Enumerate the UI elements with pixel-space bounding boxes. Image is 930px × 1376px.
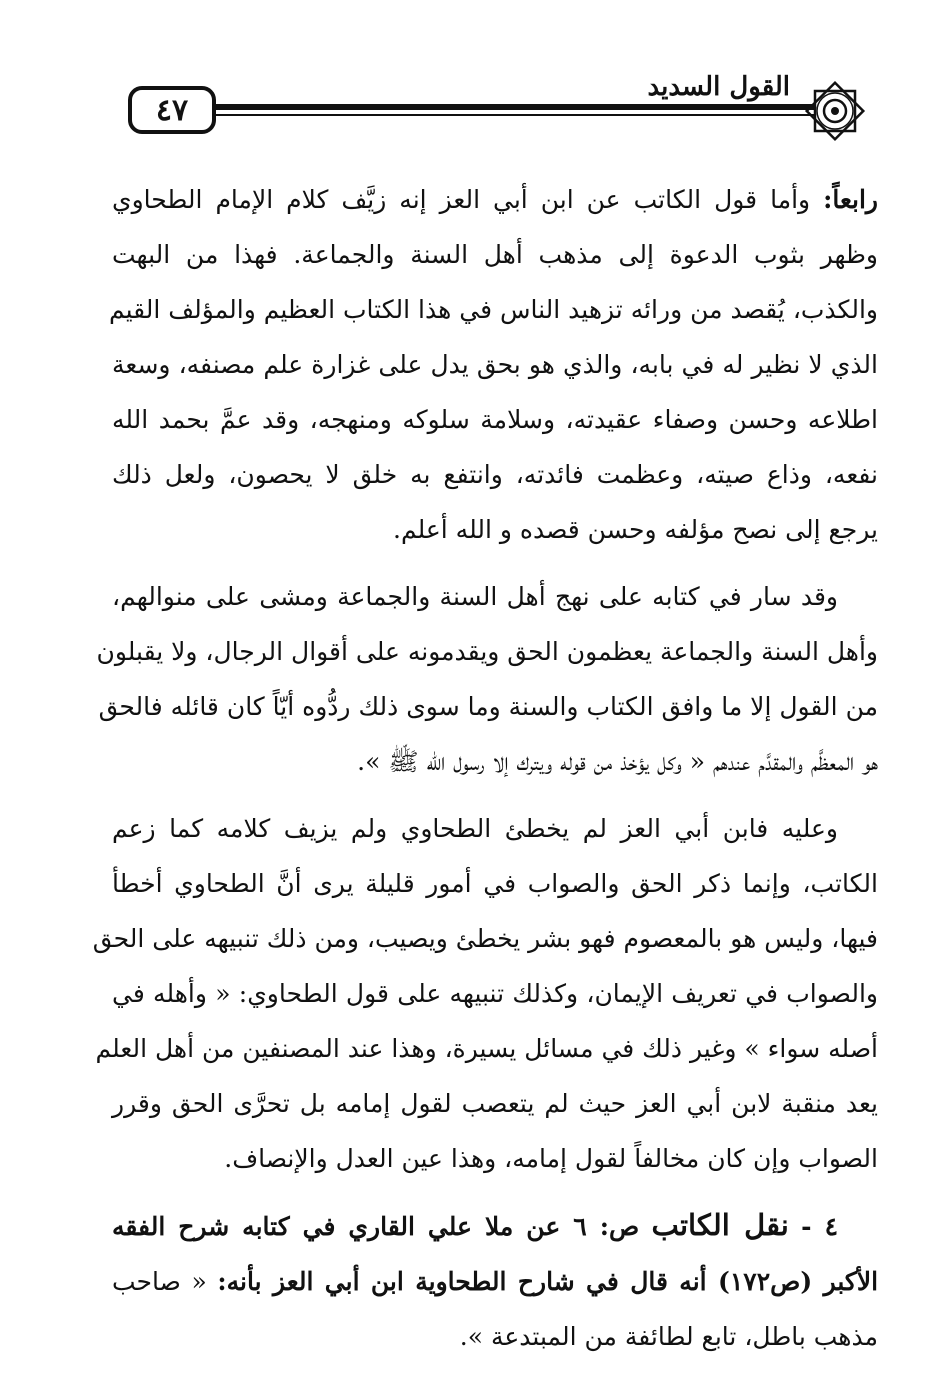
text-line: الأكبر (ص١٧٢) أنه قال في شارح الطحاوية ابن أبي العز بأنه: « صاحب xyxy=(112,1267,879,1296)
text-line: يعد منقبة لابن أبي العز حيث لم يتعصب لقول إمامه بل تحرَّى الحق وقرر xyxy=(112,1089,878,1118)
text-line: يرجع إلى نصح مؤلفه وحسن قصده و الله أعلم. xyxy=(393,515,878,544)
text-line: الكاتب، وإنما ذكر الحق والصواب في أمور قليلة يرى أنَّ الطحاوي أخطأ xyxy=(112,869,878,898)
text-line: وعليه فابن أبي العز لم يخطئ الطحاوي ولم يزيف كلامه كما زعم xyxy=(112,814,838,843)
section-heading: نقل الكاتب xyxy=(651,1208,789,1242)
text-line: الذي لا نظير له في بابه، والذي هو بحق يدل على غزارة علم مصنفه، وسعة xyxy=(112,350,878,379)
book-title: القول السديد xyxy=(641,72,796,102)
paragraph-3 xyxy=(92,801,878,1186)
text-line: وقد سار في كتابه على نهج أهل السنة والجماعة ومشى على منوالهم، xyxy=(112,582,838,611)
text-line: أصله سواء » وغير ذلك في مسائل يسيرة، وهذا عند المصنفين من أهل العلم xyxy=(95,1034,878,1063)
paragraph-1 xyxy=(108,172,878,557)
text-line: والكذب، يُقصد من ورائه تزهيد الناس في هذا الكتاب العظيم والمؤلف القيم xyxy=(108,295,878,324)
page-number: ٤٧ xyxy=(128,86,216,134)
text-line: من القول إلا ما وافق الكتاب والسنة وما سوى ذلك ردُّوه أيّاً كان قائله فالحق xyxy=(98,692,878,721)
text-line: رابعاً: وأما قول الكاتب عن ابن أبي العز إنه زيَّف كلام الإمام الطحاوي xyxy=(112,185,878,214)
text-line: ٤ - نقل الكاتب ص: ٦ عن ملا علي القاري في كتابه شرح الفقه xyxy=(112,1208,838,1242)
lead-word: رابعاً: xyxy=(823,185,878,214)
text-line: والصواب في تعريف الإيمان، وكذلك تنبيهه على قول الطحاوي: « وأهله في xyxy=(112,979,878,1008)
page-header xyxy=(110,68,900,148)
text-line: وأهل السنة والجماعة يعظمون الحق ويقدمونه على أقوال الرجال، ولا يقبلون xyxy=(96,637,878,666)
text-line: نفعه، وذاع صيته، وعظمت فائدته، وانتفع به خلق لا يحصون، ولعل ذلك xyxy=(112,460,878,489)
text-line: اطلاعه وحسن وصفاء عقيدته، وسلامة سلوكه ومنهجه، وقد عمَّ بحمد الله xyxy=(112,405,878,434)
text-line: وظهر بثوب الدعوة إلى مذهب أهل السنة والجماعة. فهذا من البهت xyxy=(112,240,878,269)
header-rule-thin xyxy=(216,114,816,116)
text-line: مذهب باطل، تابع لطائفة من المبتدعة ». xyxy=(459,1322,878,1351)
star-ornament-icon xyxy=(800,76,870,146)
text-line: فيها، وليس هو بالمعصوم فهو بشر يخطئ ويصيب، ومن ذلك تنبيهه على الحق xyxy=(92,924,878,953)
paragraph-4 xyxy=(112,1198,878,1364)
body-text xyxy=(92,172,879,1376)
paragraph-2 xyxy=(96,569,878,789)
text-line: الصواب وإن كان مخالفاً لقول إمامه، وهذا عين العدل والإنصاف. xyxy=(224,1144,878,1173)
header-rule xyxy=(216,104,816,110)
text-line: هو المعظَّم والمقدَّم عندهم « وكل يؤخذ من قوله ويترك إلا رسول الله ﷺ ». xyxy=(357,747,878,776)
item-number: ٤ - xyxy=(801,1212,838,1241)
